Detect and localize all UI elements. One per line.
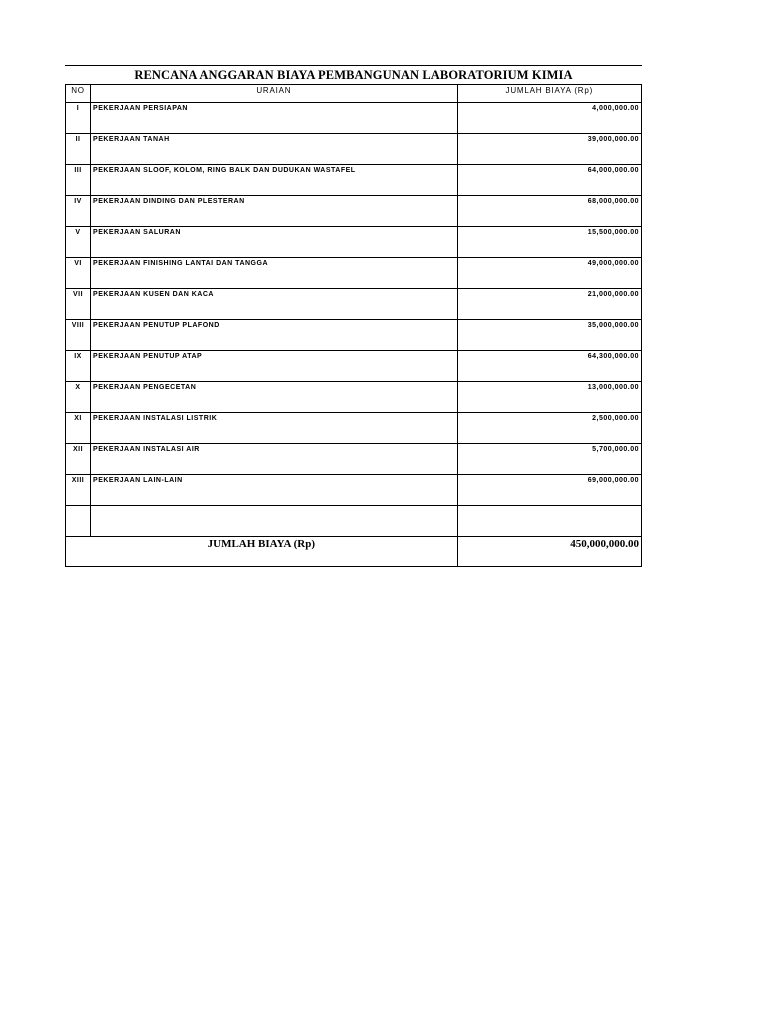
total-row: [66, 537, 642, 567]
row-description: PEKERJAAN DINDING DAN PLESTERAN: [91, 196, 458, 227]
header-description: URAIAN: [91, 85, 458, 103]
row-no: XI: [66, 413, 91, 444]
row-amount: 64,000,000.00: [457, 165, 641, 196]
row-description: PEKERJAAN PENUTUP PLAFOND: [91, 320, 458, 351]
row-description: PEKERJAAN KUSEN DAN KACA: [91, 289, 458, 320]
row-amount: 39,000,000.00: [457, 134, 641, 165]
table-row: [66, 289, 642, 320]
table-row: [66, 382, 642, 413]
table-row: [66, 103, 642, 134]
row-no: X: [66, 382, 91, 413]
blank-cell: [66, 506, 91, 537]
row-amount: 5,700,000.00: [457, 444, 641, 475]
row-no: V: [66, 227, 91, 258]
table-row: [66, 413, 642, 444]
table-row: [66, 258, 642, 289]
row-amount: 21,000,000.00: [457, 289, 641, 320]
table-row: [66, 320, 642, 351]
row-amount: 49,000,000.00: [457, 258, 641, 289]
row-no: IV: [66, 196, 91, 227]
row-no: XIII: [66, 475, 91, 506]
blank-cell: [457, 506, 641, 537]
row-no: II: [66, 134, 91, 165]
row-amount: 68,000,000.00: [457, 196, 641, 227]
row-no: III: [66, 165, 91, 196]
table-row: [66, 196, 642, 227]
row-amount: 13,000,000.00: [457, 382, 641, 413]
row-description: PEKERJAAN LAIN-LAIN: [91, 475, 458, 506]
row-description: PEKERJAAN INSTALASI AIR: [91, 444, 458, 475]
table-row: [66, 227, 642, 258]
row-description: PEKERJAAN SLOOF, KOLOM, RING BALK DAN DUDUKAN WASTAFEL: [91, 165, 458, 196]
row-no: VIII: [66, 320, 91, 351]
budget-sheet: [65, 65, 642, 567]
table-row: [66, 475, 642, 506]
row-description: PEKERJAAN INSTALASI LISTRIK: [91, 413, 458, 444]
row-description: PEKERJAAN PERSIAPAN: [91, 103, 458, 134]
table-row: [66, 444, 642, 475]
row-description: PEKERJAAN SALURAN: [91, 227, 458, 258]
row-no: I: [66, 103, 91, 134]
row-amount: 2,500,000.00: [457, 413, 641, 444]
row-amount: 4,000,000.00: [457, 103, 641, 134]
header-no: NO: [66, 85, 91, 103]
row-description: PEKERJAAN TANAH: [91, 134, 458, 165]
row-amount: 69,000,000.00: [457, 475, 641, 506]
header-row: [66, 85, 642, 103]
table-row: [66, 351, 642, 382]
row-description: PEKERJAAN PENGECETAN: [91, 382, 458, 413]
total-label: JUMLAH BIAYA (Rp): [66, 537, 458, 567]
table-row: [66, 165, 642, 196]
row-amount: 64,300,000.00: [457, 351, 641, 382]
document-title: RENCANA ANGGARAN BIAYA PEMBANGUNAN LABORATORIUM KIMIA: [134, 68, 573, 82]
row-no: IX: [66, 351, 91, 382]
row-no: VII: [66, 289, 91, 320]
budget-table: [65, 84, 642, 567]
total-amount: 450,000,000.00: [457, 537, 641, 567]
blank-cell: [91, 506, 458, 537]
table-row: [66, 134, 642, 165]
row-amount: 35,000,000.00: [457, 320, 641, 351]
blank-row: [66, 506, 642, 537]
row-no: XII: [66, 444, 91, 475]
header-amount: JUMLAH BIAYA (Rp): [457, 85, 641, 103]
row-description: PEKERJAAN FINISHING LANTAI DAN TANGGA: [91, 258, 458, 289]
row-amount: 15,500,000.00: [457, 227, 641, 258]
row-description: PEKERJAAN PENUTUP ATAP: [91, 351, 458, 382]
row-no: VI: [66, 258, 91, 289]
